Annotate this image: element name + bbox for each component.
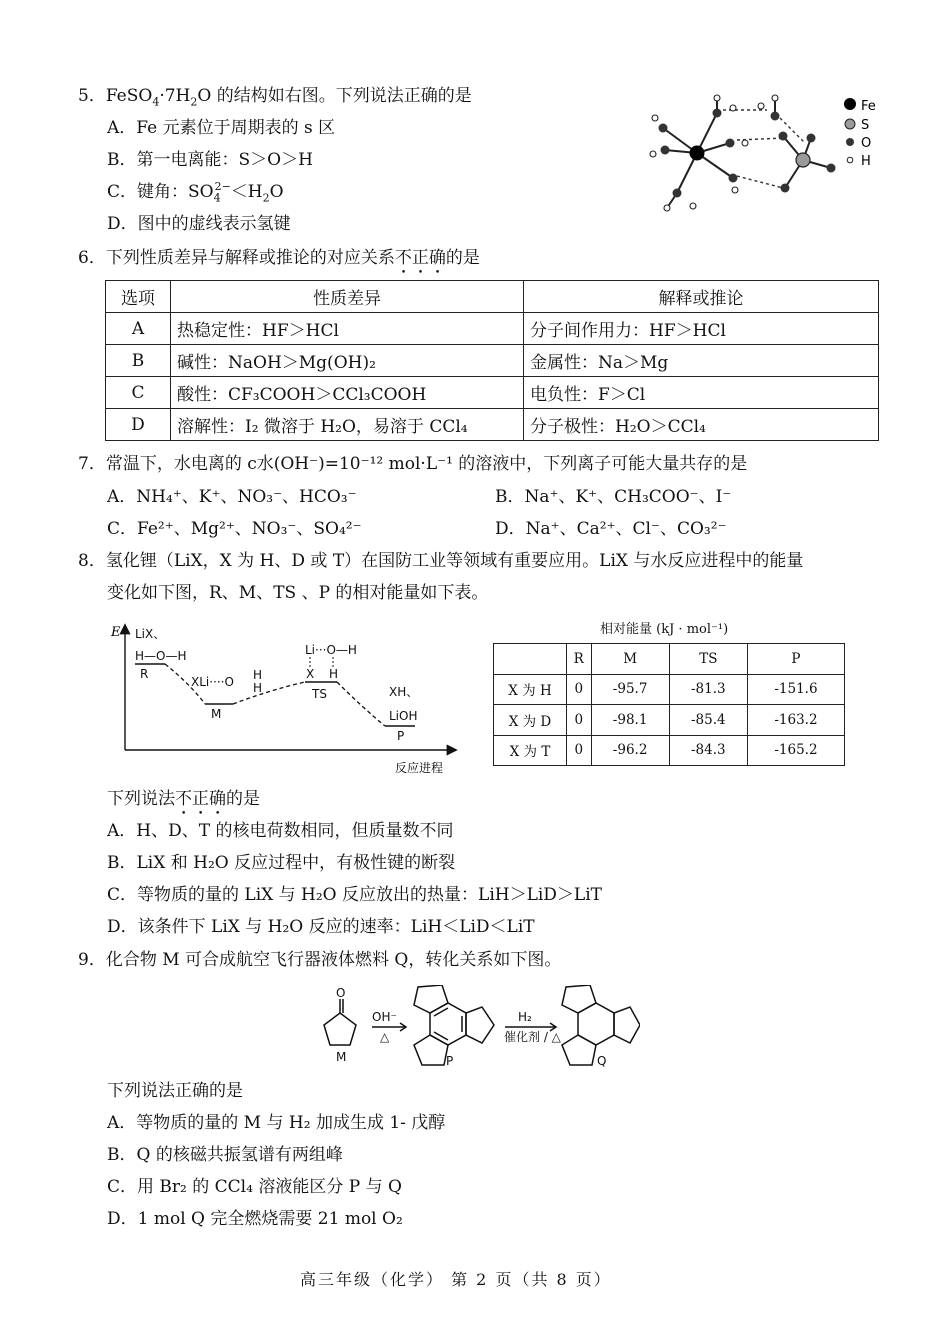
svg-text:XH、: XH、 — [389, 685, 419, 699]
q9-stem: 9．化合物 M 可合成航空飞行器液体燃料 Q，转化关系如下图。 — [78, 950, 562, 970]
svg-text:H—O—H: H—O—H — [135, 649, 187, 663]
legend-o: O — [861, 136, 872, 151]
table-row: X 为 T 0 -96.2 -84.3 -165.2 — [494, 735, 845, 766]
q8-option-b: B．LiX 和 H₂O 反应过程中，有极性键的断裂 — [107, 853, 456, 873]
energy-axis-label: E — [111, 625, 121, 640]
progress-axis-label: 反应进程 — [395, 761, 444, 775]
svg-text:△: △ — [380, 1030, 390, 1044]
q6-stem: 6．下列性质差异与解释或推论的对应关系不正确的是 — [78, 248, 480, 268]
q6-header-expl: 解释或推论 — [524, 281, 879, 313]
svg-text:Q: Q — [597, 1054, 607, 1068]
q9-reaction-scheme — [310, 985, 640, 1073]
q9-option-a: A．等物质的量的 M 与 H₂ 加成生成 1- 戊醇 — [107, 1113, 446, 1133]
svg-text:LiOH: LiOH — [389, 709, 418, 723]
legend-h: H — [861, 154, 871, 169]
table-row: A 热稳定性：HF＞HCl 分子间作用力：HF＞HCl — [106, 313, 879, 345]
svg-text:H: H — [253, 668, 263, 682]
q9-ask: 下列说法正确的是 — [107, 1081, 243, 1101]
q8-ask: 下列说法不正确的是 — [107, 789, 260, 809]
q6-table — [105, 280, 879, 441]
svg-text:OH⁻: OH⁻ — [372, 1010, 397, 1024]
svg-text:H: H — [329, 667, 339, 681]
q7-option-c: C．Fe²⁺、Mg²⁺、NO₃⁻、SO₄²⁻ — [107, 519, 362, 539]
q5-option-c: C．键角：$SO_4^{2-}<H_2O$ — [107, 180, 284, 205]
svg-text:LiX、: LiX、 — [135, 627, 166, 641]
svg-text:TS: TS — [312, 687, 327, 701]
svg-text:P: P — [397, 729, 405, 743]
q5-option-a: A．Fe 元素位于周期表的 s 区 — [107, 118, 336, 138]
svg-text:M: M — [336, 1050, 347, 1064]
q8-energy-table: R M TS P X 为 H 0 -95.7 -81.3 -151.6 X 为 D 0 -98.1 -85.4 -163.2 X 为 T 0 -96.2 -84.3 -165.2 — [493, 643, 845, 766]
svg-text:催化剂 / △: 催化剂 / △ — [504, 1030, 561, 1044]
q5-structure-figure — [635, 88, 890, 218]
q8-option-c: C．等物质的量的 LiX 与 H₂O 反应放出的热量：LiH＞LiD＞LiT — [107, 885, 602, 905]
svg-text:P: P — [446, 1054, 454, 1068]
q9-option-b: B．Q 的核磁共振氢谱有两组峰 — [107, 1145, 343, 1165]
q9-option-d: D．1 mol Q 完全燃烧需要 21 mol O₂ — [107, 1209, 403, 1229]
q8-stem-line2: 变化如下图，R、M、TS 、P 的相对能量如下表。 — [107, 583, 489, 603]
svg-text:H: H — [253, 681, 263, 695]
q8-table-title: 相对能量 (kJ · mol⁻¹) — [600, 622, 729, 637]
q6-header-option: 选项 — [106, 281, 171, 313]
table-row: D 溶解性：I₂ 微溶于 H₂O，易溶于 CCl₄ 分子极性：H₂O＞CCl₄ — [106, 409, 879, 441]
table-row: B 碱性：NaOH＞Mg(OH)₂ 金属性：Na＞Mg — [106, 345, 879, 377]
svg-text:XLi····O: XLi····O — [191, 675, 234, 689]
svg-text:H₂: H₂ — [518, 1010, 532, 1024]
q8-stem-line1: 8．氢化锂（LiX，X 为 H、D 或 T）在国防工业等领域有重要应用。LiX 与水反应进程中的能量 — [78, 551, 804, 571]
q7-option-d: D．Na⁺、Ca²⁺、Cl⁻、CO₃²⁻ — [495, 519, 727, 539]
q7-stem: 7．常温下，水电离的 c水(OH⁻)=10⁻¹² mol·L⁻¹ 的溶液中，下列离子可能大量共存的是 — [78, 454, 748, 474]
q8-energy-diagram — [105, 618, 465, 778]
table-row: C 酸性：CF₃COOH＞CCl₃COOH 电负性：F＞Cl — [106, 377, 879, 409]
q9-option-c: C．用 Br₂ 的 CCl₄ 溶液能区分 P 与 Q — [107, 1177, 402, 1197]
q7-option-a: A．NH₄⁺、K⁺、NO₃⁻、HCO₃⁻ — [107, 487, 357, 507]
q5-option-d: D．图中的虚线表示氢键 — [107, 214, 291, 234]
svg-text:O: O — [336, 986, 346, 1000]
svg-text:M: M — [211, 707, 222, 721]
q5-stem: 5．$FeSO_4\cdot 7H_2O$ 的结构如右图。下列说法正确的是 — [78, 86, 472, 109]
svg-text:R: R — [140, 667, 149, 681]
svg-text:X: X — [306, 667, 315, 681]
q7-option-b: B．Na⁺、K⁺、CH₃COO⁻、I⁻ — [495, 487, 732, 507]
legend-s: S — [861, 118, 870, 133]
q5-option-b: B．第一电离能：S＞O＞H — [107, 150, 313, 170]
table-row: X 为 H 0 -95.7 -81.3 -151.6 — [494, 674, 845, 705]
table-row: X 为 D 0 -98.1 -85.4 -163.2 — [494, 705, 845, 736]
legend-fe: Fe — [861, 99, 876, 114]
q8-option-a: A．H、D、T 的核电荷数相同，但质量数不同 — [107, 821, 454, 841]
q8-option-d: D．该条件下 LiX 与 H₂O 反应的速率：LiH＜LiD＜LiT — [107, 917, 535, 937]
svg-text:Li···O—H: Li···O—H — [305, 643, 357, 657]
page-footer: 高三年级（化学） 第 2 页（共 8 页） — [300, 1270, 612, 1289]
q6-header-diff: 性质差异 — [171, 281, 524, 313]
